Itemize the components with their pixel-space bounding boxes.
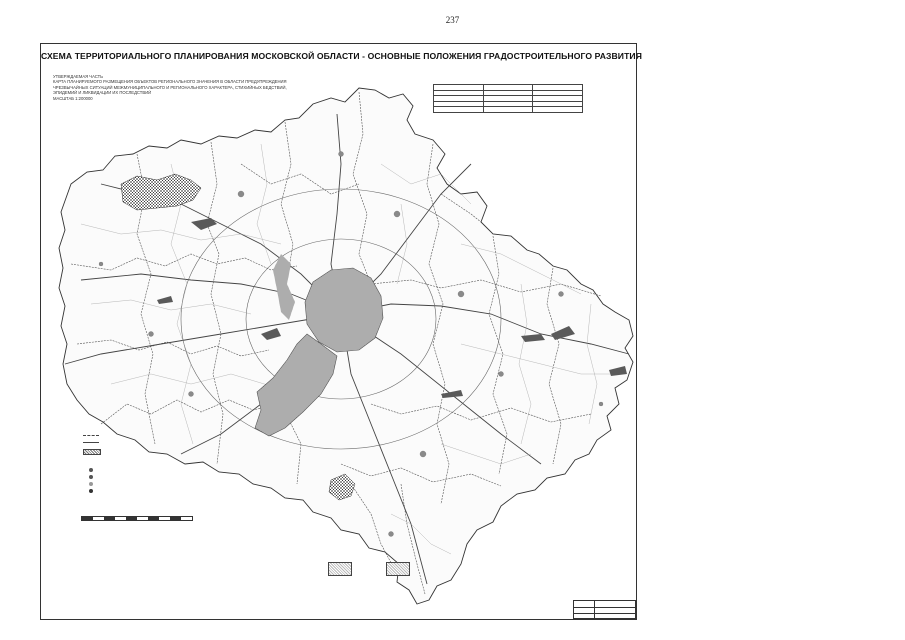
legend-row [83, 482, 243, 486]
map-title: СХЕМА ТЕРРИТОРИАЛЬНОГО ПЛАНИРОВАНИЯ МОСКОВСКОЙ ОБЛАСТИ - ОСНОВНЫЕ ПОЛОЖЕНИЯ ГРАДОСТРОИТЕЛЬНОГО РАЗВИТИЯ [41, 51, 642, 61]
legend-row [83, 475, 243, 479]
legend-point-symbol [89, 482, 93, 486]
inset-frame [328, 562, 352, 576]
scale-bar-graphic [81, 516, 193, 521]
legend-row [83, 435, 243, 439]
legend-point-symbol [89, 468, 93, 472]
subtitle-line: МАСШТАБ 1:200000 [53, 95, 93, 101]
title-stamp [573, 600, 636, 619]
region-map [41, 44, 642, 621]
table-row [434, 107, 583, 113]
page-number: 237 [445, 15, 460, 25]
legend-point-symbol [89, 489, 93, 493]
legend-point-symbol [89, 475, 93, 479]
info-panel [425, 84, 625, 113]
subtitle-line: КАРТА ПЛАНИРУЕМОГО РАЗМЕЩЕНИЯ ОБЪЕКТОВ РЕГИОНАЛЬНОГО ЗНАЧЕНИЯ В ОБЛАСТИ ПРЕДУПРЕЖДЕНИЯ [53, 79, 287, 85]
map-sheet [40, 43, 642, 620]
legend [83, 435, 243, 496]
subtitle-line: ЧРЕЗВЫЧАЙНЫХ СИТУАЦИЙ МЕЖМУНИЦИПАЛЬНОГО И РЕГИОНАЛЬНОГО ХАРАКТЕРА, СТИХИЙНЫХ БЕДСТВИЙ, [53, 84, 287, 90]
legend-line-swatch [83, 435, 99, 439]
legend-hatch-swatch [83, 449, 101, 455]
legend-line-swatch [83, 442, 99, 446]
legend-row [83, 442, 243, 446]
legend-row [83, 468, 243, 472]
subtitle-line: УТВЕРЖДАЕМАЯ ЧАСТЬ [53, 74, 103, 79]
scale-bar [81, 516, 193, 521]
info-table [433, 84, 583, 113]
legend-row [83, 489, 243, 493]
subtitle-line: ЭПИДЕМИЙ И ЛИКВИДАЦИИ ИХ ПОСЛЕДСТВИЙ [53, 90, 152, 96]
legend-row [83, 449, 243, 455]
inset-frame [386, 562, 410, 576]
